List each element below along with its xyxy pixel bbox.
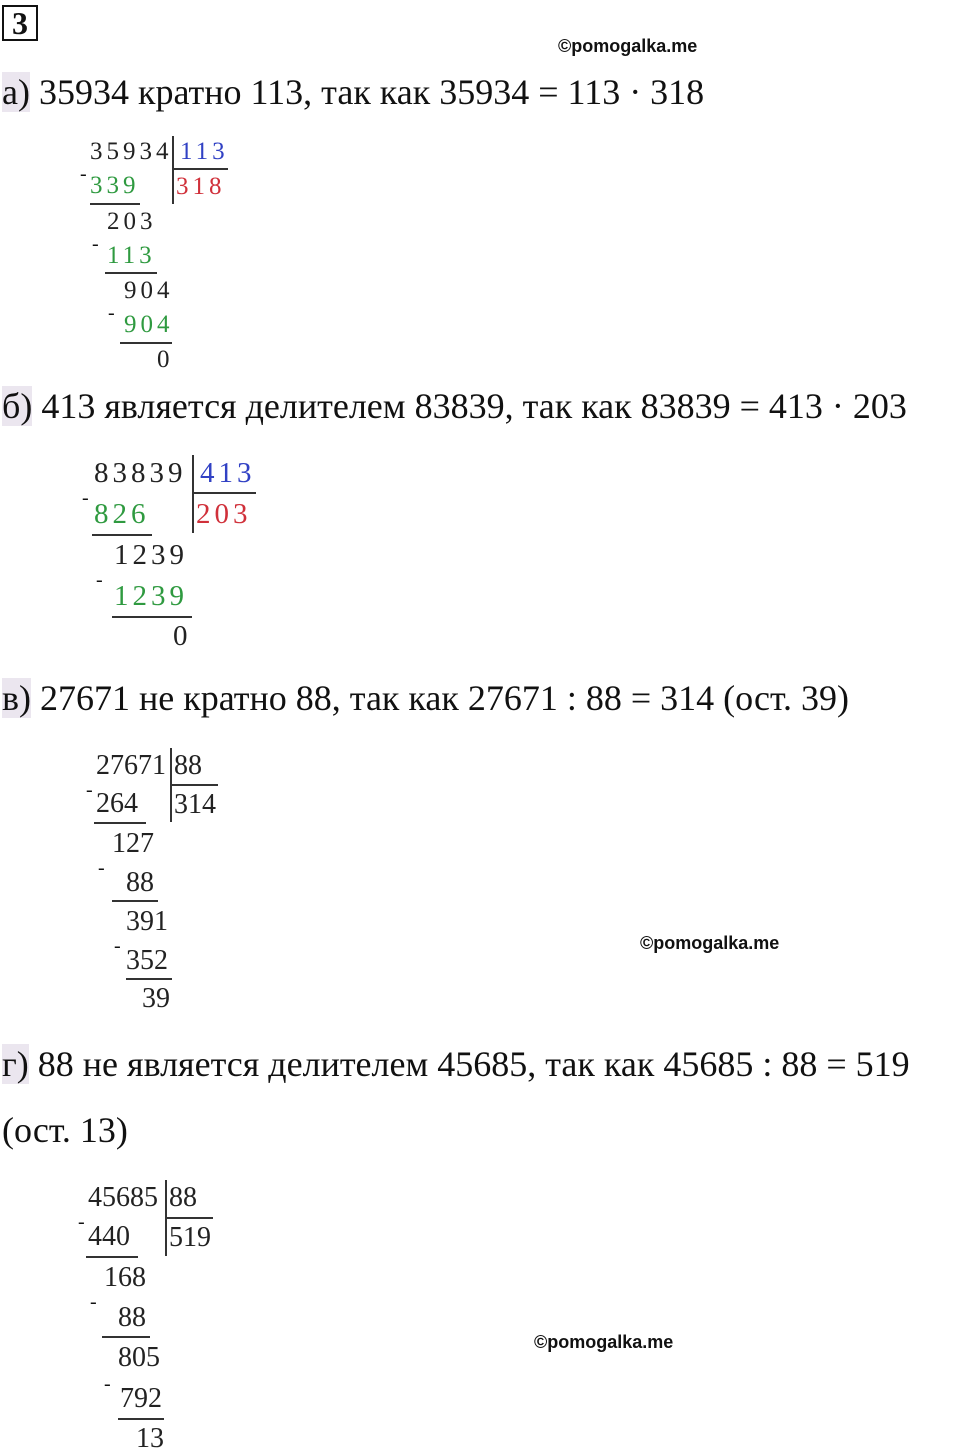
dividend: 45685: [88, 1182, 158, 1213]
partial-remainder: 391: [126, 906, 168, 937]
minus-sign: -: [108, 302, 115, 324]
subtraction-line: [112, 900, 158, 902]
part-b-statement: [2, 386, 907, 426]
partial-remainder: 904: [124, 277, 174, 304]
quotient: 314: [174, 789, 216, 820]
part-v-text: 27671 не кратно 88, так как 27671 : 88 = 314 (ост. 39): [40, 678, 850, 718]
subtrahend: 440: [88, 1221, 130, 1252]
subtrahend: 826: [94, 498, 150, 530]
part-b-label: б): [2, 386, 33, 426]
division-bracket-horizontal: [170, 784, 218, 786]
quotient: 203: [196, 498, 252, 530]
remainder: 39: [142, 983, 170, 1014]
minus-sign: -: [90, 1291, 97, 1313]
minus-sign: -: [104, 1373, 111, 1395]
minus-sign: -: [96, 569, 103, 591]
remainder: 0: [157, 346, 170, 373]
part-g-statement-continued: (ост. 13): [2, 1110, 128, 1150]
subtrahend: 352: [126, 945, 168, 976]
divisor: 413: [200, 457, 256, 489]
part-g-text: 88 не является делителем 45685, так как 45685 : 88 = 519: [37, 1044, 910, 1084]
part-a-statement: [2, 72, 704, 112]
part-a-text: 35934 кратно 113, так как 35934 = 113 · 318: [38, 72, 705, 112]
division-bracket-horizontal: [172, 168, 228, 170]
quotient: 318: [176, 173, 226, 200]
subtraction-line: [86, 1256, 138, 1258]
subtrahend: 88: [126, 867, 154, 898]
divisor: 113: [180, 138, 229, 165]
subtraction-line: [94, 822, 146, 824]
subtrahend: 264: [96, 788, 138, 819]
remainder: 0: [173, 620, 188, 652]
subtraction-line: [90, 203, 140, 205]
subtrahend: 88: [118, 1302, 146, 1333]
minus-sign: -: [82, 487, 89, 509]
subtraction-line: [118, 1418, 164, 1420]
partial-remainder: 805: [118, 1342, 160, 1373]
division-bracket-vertical: [192, 455, 194, 533]
subtrahend: 113: [107, 242, 156, 269]
part-v-label: в): [2, 678, 31, 718]
watermark: ©pomogalka.me: [558, 36, 698, 56]
partial-remainder: 203: [107, 208, 157, 235]
dividend: 35934: [90, 138, 173, 165]
divisor: 88: [174, 750, 202, 781]
subtraction-line: [120, 342, 172, 344]
dividend: 83839: [94, 457, 187, 489]
subtraction-line: [105, 272, 157, 274]
part-g-statement: [2, 1044, 910, 1084]
partial-remainder: 127: [112, 828, 154, 859]
dividend: 27671: [96, 750, 166, 781]
subtrahend: 339: [90, 172, 140, 199]
subtraction-line: [112, 616, 192, 618]
part-g-label: г): [2, 1044, 29, 1084]
subtraction-line: [92, 534, 152, 536]
minus-sign: -: [98, 857, 105, 879]
division-bracket-horizontal: [165, 1217, 213, 1219]
minus-sign: -: [86, 779, 93, 801]
division-bracket-horizontal: [192, 492, 256, 494]
divisor: 88: [169, 1182, 197, 1213]
task-number: 3: [2, 5, 38, 41]
subtrahend: 792: [120, 1383, 162, 1414]
quotient: 519: [169, 1222, 211, 1253]
minus-sign: -: [92, 233, 99, 255]
minus-sign: -: [78, 1211, 85, 1233]
partial-remainder: 168: [104, 1262, 146, 1293]
minus-sign: -: [114, 935, 121, 957]
minus-sign: -: [80, 163, 87, 185]
subtraction-line: [102, 1336, 150, 1338]
part-b-text: 413 является делителем 83839, так как 83839 = 413 · 203: [41, 386, 907, 426]
subtraction-line: [126, 978, 172, 980]
partial-remainder: 1239: [114, 539, 188, 571]
part-a-label: а): [2, 72, 30, 112]
watermark: ©pomogalka.me: [640, 933, 780, 953]
remainder: 13: [136, 1423, 164, 1454]
subtrahend: 904: [124, 311, 174, 338]
watermark: ©pomogalka.me: [534, 1332, 674, 1352]
part-v-statement: [2, 678, 849, 718]
division-bracket-vertical: [172, 136, 174, 204]
subtrahend: 1239: [114, 580, 188, 612]
